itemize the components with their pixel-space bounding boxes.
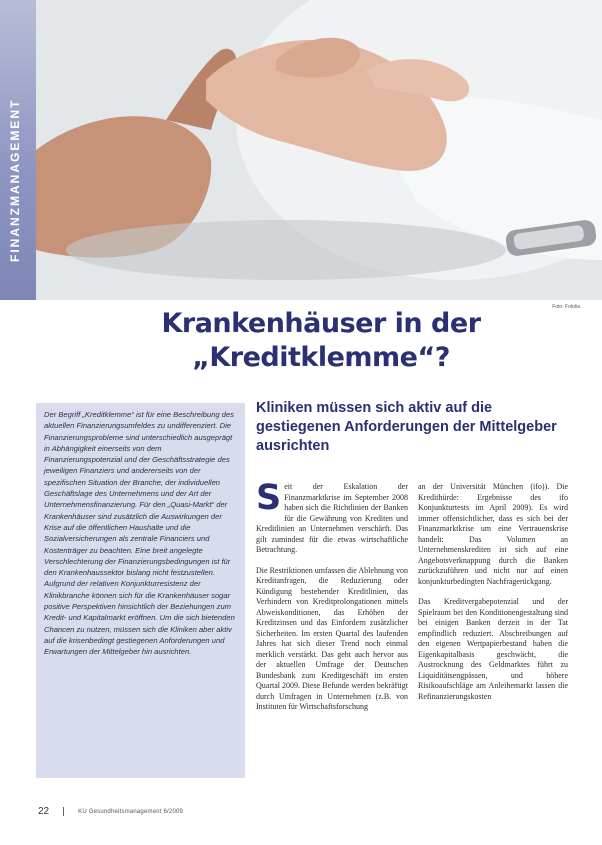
header-photo (36, 0, 602, 300)
body-column-1 (256, 478, 408, 723)
body-paragraph: Das Kreditvergabepotenzial und der Spielraum bei den Konditionengestaltung sind bei einigen Banken derzeit in der Tat empfindlich reduziert. Abschreibungen auf den eigenen Wertpapierbestand haben die Eigenkapitalbasis geschwächt, die Austrocknung des Geldmarktes führt zu Liquiditätsengpässen, und höhere Risikoaufschläge am Anleihemarkt lassen die Refinanzierungskosten (418, 597, 568, 701)
page-number: 22 (38, 806, 50, 817)
body-column-2 (418, 482, 568, 712)
headline-line-2: „Kreditklemme“? (192, 342, 450, 373)
headline-line-1: Krankenhäuser in der (161, 308, 481, 339)
section-strip (0, 0, 36, 300)
publication-name: KU Gesundheitsmanagement 6/2009 (78, 808, 184, 815)
page-footer (38, 806, 183, 817)
footer-divider (63, 807, 64, 816)
body-paragraph: an der Universität München (ifo)). Die Kredithürde: Ergebnisse des ifo Konjunkturtests im April 2009). Es wird immer offensichtlicher, dass es sich bei der Finanzmarktkrise um eine Vertrauenskrise handelt: Das Volumen an Unternehmenskrediten ist sich auf eine Angebotsverknappung durch die Banken zurückzuführen und nicht nur auf einen konjunkturbedingten Nachfragerückgang. (418, 482, 568, 586)
section-label: FINANZMANAGEMENT (8, 98, 22, 262)
hands-illustration (36, 0, 602, 300)
body-paragraph (256, 478, 408, 556)
article-headline (96, 307, 546, 375)
drop-cap: S (256, 478, 282, 518)
intro-sidebar (36, 403, 245, 778)
sidebar-text: Der Begriff „Kreditklemme“ ist für eine Beschreibung des aktuellen Finanzierungsumfeldes zu undifferenziert. Die Finanzierungsprobleme sind unterschiedlich ausgeprägt in Abhängigkeit einerseits von dem Finanzierungspotenzial und der Geschäftsstrategie des jeweiligen Finanziers und andererseits von der spezifischen Situation der Branche, der individuellen Geschäftslage des Unternehmens und der Art der Unternehmensfinanzierung. Für den „Quasi-Markt“ der Krankenhäuser sind zusätzlich die Auswirkungen der Krise auf die öffentlichen Haushalte und die Sozialversicherungen als zentrale Financiers und Kostenträger zu beachten. Eine breit angelegte Verschlechterung der Finanzierungsbedingungen ist für den Krankenhaussektor bislang nicht festzustellen. Aufgrund der relativen Konjunkturresistenz der Klinikbranche können sich für die Krankenhäuser sogar positive Perspektiven hinsichtlich der Beziehungen zum Kredit- und Kapitalmarkt eröffnen. Um die sich bietenden Chancen zu nutzen, müssen sich die Kliniken aber aktiv auf die krisenbedingt gestiegenen Anforderungen und Erwartungen der Mittelgeber hin ausrichten. (44, 410, 235, 657)
photo-credit: Foto: Fotolia (552, 304, 580, 310)
article-subtitle: Kliniken müssen sich aktiv auf die gestiegenen Anforderungen der Mittelgeber ausrichten (256, 400, 557, 454)
body-paragraph: Die Restriktionen umfassen die Ablehnung von Kreditanfragen, die Reduzierung oder Kündigung bestehender Kreditlinien, das Verhindern von Kreditprolongationen mittels Abweiskonditionen, das Erhöhen der Kreditzinsen und das Einfordern zusätzlicher Sicherheiten. Im ersten Quartal des laufenden Jahres hat sich dieser Trend noch einmal merklich verstärkt. Das geht auch hervor aus der aktuellen Umfrage der Deutschen Bundesbank zum Kreditgeschäft im ersten Quartal 2009. Diese Befunde werden bekräftigt durch Umfragen in Unternehmen (z.B. von Instituten für Wirtschaftsforschung (256, 565, 408, 711)
body-text: eit der Eskalation der Finanzmarktkrise im September 2008 haben sich die Richtlinien der Banken für die Gewährung von Krediten und Kreditlinien an Unternehmen verschärft. Das gilt zumindest für die etwas wirtschaftliche Betrachtung. (256, 482, 408, 554)
